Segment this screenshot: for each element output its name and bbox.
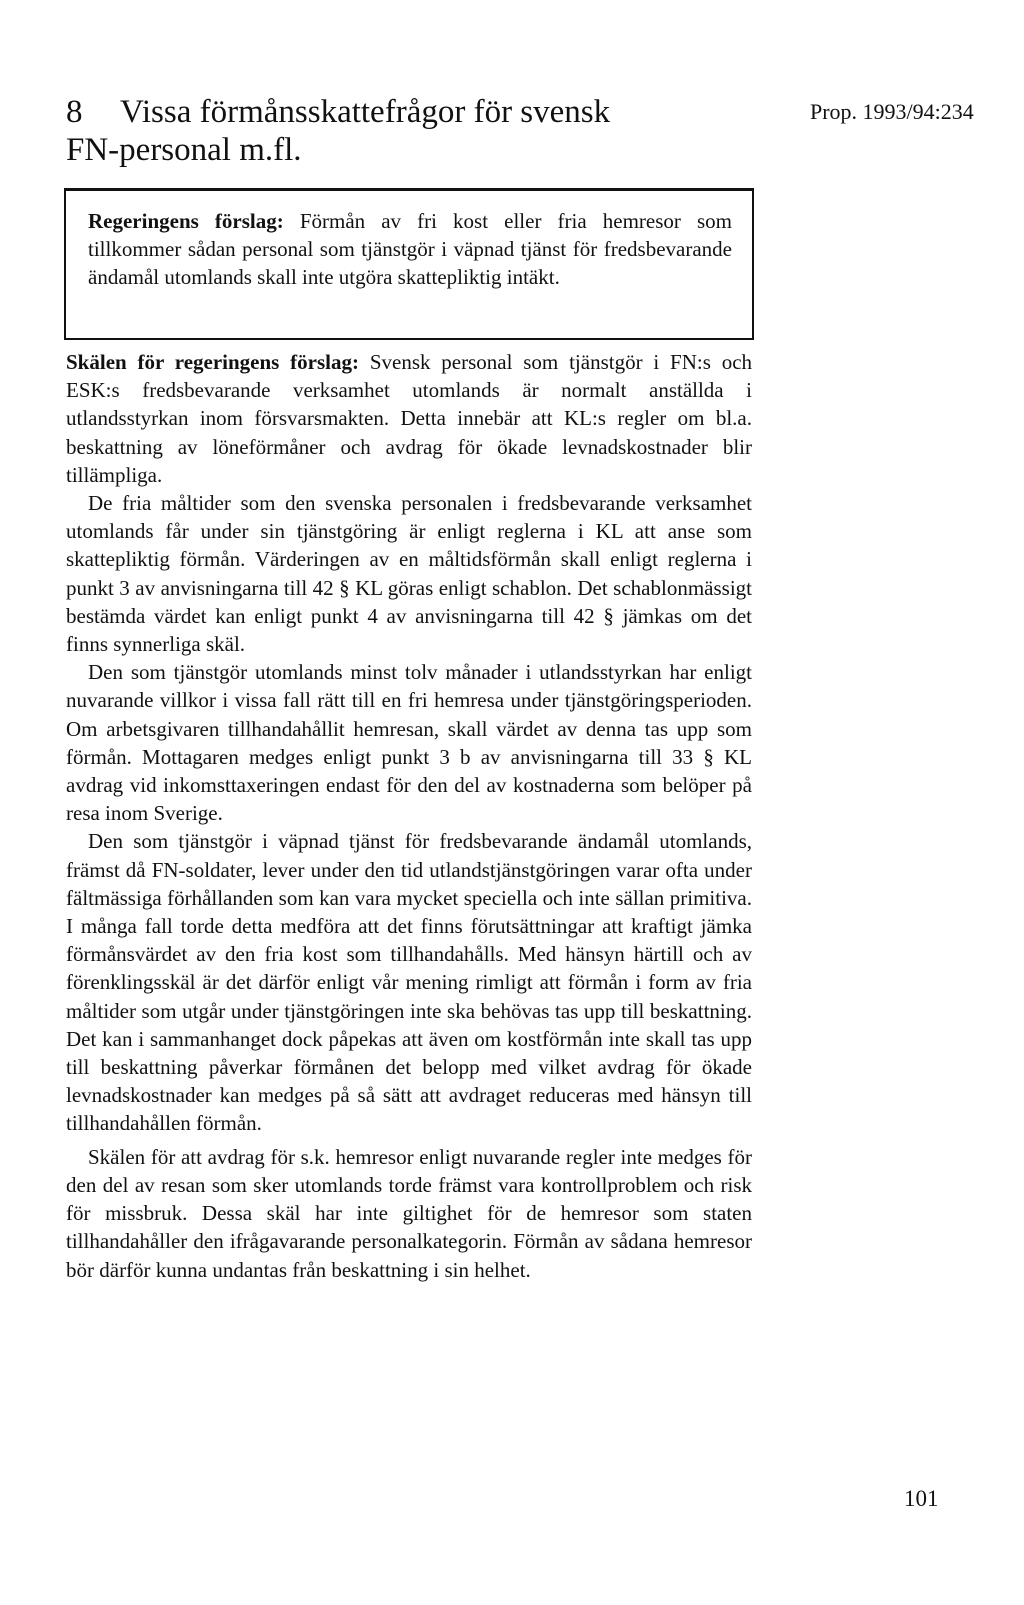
proposal-label: Regeringens förslag: — [88, 209, 284, 233]
body-text — [66, 348, 752, 1284]
proposition-reference: Prop. 1993/94:234 — [810, 99, 974, 124]
chapter-title: Vissa förmånsskattefrågor för svensk FN-personal m.fl. — [66, 94, 611, 168]
paragraph-travel-deduction: Skälen för att avdrag för s.k. hemresor enligt nuvarande regler inte medges för den del av resan som sker utomlands torde främst vara kontrollproblem och risk för missbruk. Dessa skäl har inte giltighet för de hemresor som staten tillhandahåller den ifrågavarande personalkategorin. Förmån av sådana hemresor bör därför kunna undantas från beskattning i sin helhet. — [66, 1144, 752, 1282]
government-proposal-box — [64, 188, 754, 340]
paragraph-meals: De fria måltider som den svenska personalen i fredsbevarande verksamhet utomlands får under sin tjänstgöring är enligt reglerna i KL att anse som skattepliktig förmån. Värderingen av en måltidsförmån skall enligt reglerna i punkt 3 av anvisningarna till 42 § KL göras enligt schablon. Det schablonmässigt bestämda värdet kan enligt punkt 4 av anvisningarna till 42 § jämkas om det finns synnerliga skäl. — [66, 491, 752, 657]
page-number: 101 — [904, 1486, 939, 1511]
chapter-heading — [66, 93, 666, 169]
reasons-label: Skälen för regeringens förslag: — [66, 350, 359, 374]
chapter-number: 8 — [66, 94, 83, 130]
proposal-text: Förmån av fri kost eller fria hemresor som tillkommer sådan personal som tjänstgör i väpnad tjänst för fredsbevarande ändamål utomlands skall inte utgöra skattepliktig intäkt. — [88, 209, 732, 289]
paragraph-field-conditions: Den som tjänstgör i väpnad tjänst för fredsbevarande ändamål utomlands, främst då FN-soldater, lever under den tid utlandstjänstgöringen varar ofta under fältmässiga förhållanden som kan vara mycket speciella och inte sällan primitiva. I många fall torde detta medföra att det finns förutsättningar att kraftigt jämka förmånsvärdet av den fria kost som tillhandahålls. Med hänsyn härtill och av förenklingsskäl är det därför enligt vår mening rimligt att förmån i form av fria måltider som utgår under tjänstgöringen inte ska behövas tas upp till beskattning. Det kan i sammanhanget dock påpekas att även om kostförmån inte skall tas upp till beskattning påverkar förmånen det belopp med vilket avdrag för ökade levnadskostnader kan medges på så sätt att avdraget reduceras med hänsyn till tillhandahållen förmån. — [66, 829, 752, 1136]
reasons-paragraph — [66, 348, 752, 489]
reasons-text: Svensk personal som tjänstgör i FN:s och ESK:s fredsbevarande verksamhet utomlands är normalt anställda i utlandsstyrkan inom försvarsmakten. Detta innebär att KL:s regler om bl.a. beskattning av löneförmåner och avdrag för ökade levnadskostnader blir tillämpliga. — [66, 350, 753, 487]
paragraph-home-travel: Den som tjänstgör utomlands minst tolv månader i utlandsstyrkan har enligt nuvarande villkor i vissa fall rätt till en fri hemresa under tjänstgöringsperioden. Om arbetsgivaren tillhandahållit hemresan, skall värdet av denna tas upp som förmån. Mottagaren medges enligt punkt 3 b av anvisningarna till 33 § KL avdrag vid inkomsttaxeringen endast för den del av kostnaderna som belöper på resa inom Sverige. — [66, 660, 752, 826]
